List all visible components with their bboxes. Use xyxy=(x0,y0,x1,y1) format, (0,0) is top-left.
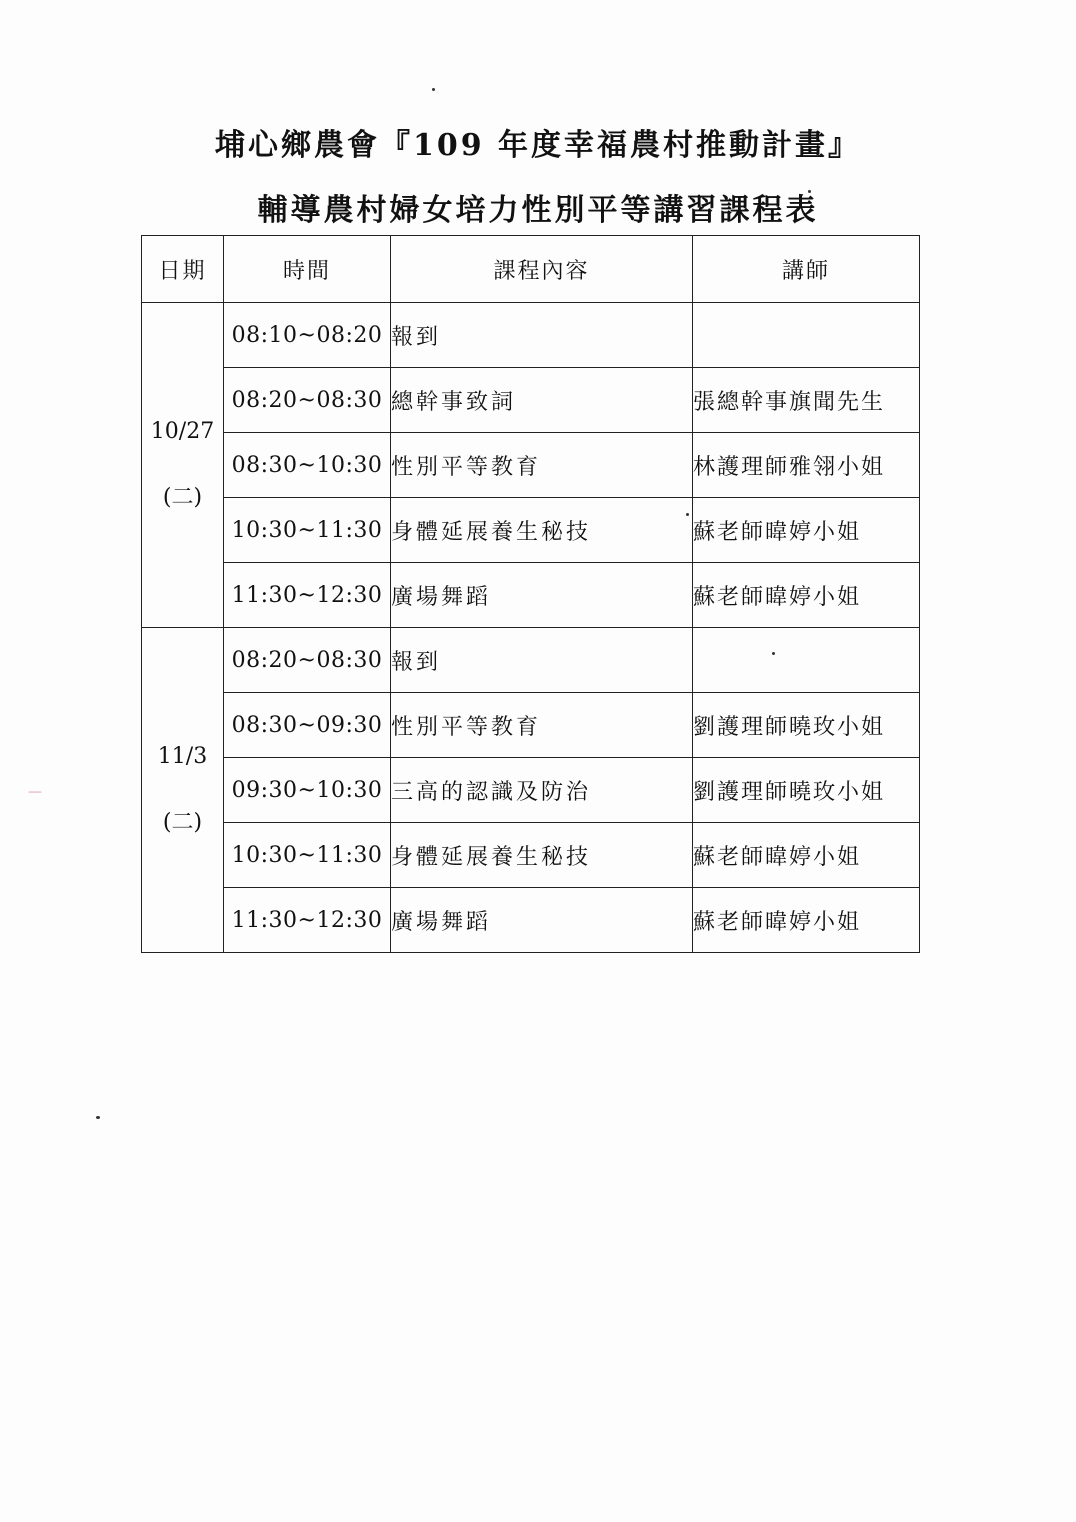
table-row xyxy=(142,563,920,628)
scan-speck xyxy=(772,652,775,655)
scan-mark: — xyxy=(28,784,42,800)
time-cell: 08:10~08:20 xyxy=(224,303,391,368)
teacher-cell: 張總幹事旗聞先生 xyxy=(693,368,920,433)
time-cell: 11:30~12:30 xyxy=(224,563,391,628)
table-row xyxy=(142,498,920,563)
header-teacher: 講師 xyxy=(693,236,920,303)
time-cell: 08:30~10:30 xyxy=(224,433,391,498)
course-cell: 性別平等教育 xyxy=(391,693,693,758)
weekday-label: (二) xyxy=(162,810,203,835)
table-row xyxy=(142,888,920,953)
date-label: 10/27 xyxy=(150,419,215,444)
document-subtitle: 輔導農村婦女培力性別平等講習課程表 xyxy=(257,193,819,228)
scan-speck xyxy=(432,88,435,91)
course-cell: 報到 xyxy=(391,628,693,693)
teacher-cell: 蘇老師暐婷小姐 xyxy=(693,823,920,888)
teacher-cell: 蘇老師暐婷小姐 xyxy=(693,498,920,563)
table-header-row xyxy=(142,236,920,303)
course-cell: 總幹事致詞 xyxy=(391,368,693,433)
table-row xyxy=(142,693,920,758)
table-row xyxy=(142,758,920,823)
time-cell: 08:20~08:30 xyxy=(224,368,391,433)
table-row xyxy=(142,303,920,368)
date-cell xyxy=(142,628,224,953)
table-row xyxy=(142,368,920,433)
teacher-cell: 蘇老師暐婷小姐 xyxy=(693,888,920,953)
course-schedule-table xyxy=(141,235,920,953)
teacher-cell: 蘇老師暐婷小姐 xyxy=(693,563,920,628)
time-cell: 10:30~11:30 xyxy=(224,823,391,888)
document-title: 埔心鄉農會『109 年度幸福農村推動計畫』 xyxy=(214,128,862,163)
table-body xyxy=(142,303,920,953)
weekday-label: (二) xyxy=(162,485,203,510)
teacher-cell: 劉護理師曉玫小姐 xyxy=(693,758,920,823)
date-cell xyxy=(142,303,224,628)
course-cell: 身體延展養生秘技 xyxy=(391,498,693,563)
time-cell: 11:30~12:30 xyxy=(224,888,391,953)
header-date: 日期 xyxy=(142,236,224,303)
table-row xyxy=(142,433,920,498)
date-label: 11/3 xyxy=(157,744,208,769)
time-cell: 08:30~09:30 xyxy=(224,693,391,758)
teacher-cell: 劉護理師曉玫小姐 xyxy=(693,693,920,758)
course-cell: 三高的認識及防治 xyxy=(391,758,693,823)
time-cell: 10:30~11:30 xyxy=(224,498,391,563)
scan-speck xyxy=(96,1116,100,1119)
course-cell: 身體延展養生秘技 xyxy=(391,823,693,888)
header-course: 課程內容 xyxy=(391,236,693,303)
header-time: 時間 xyxy=(224,236,391,303)
time-cell: 08:20~08:30 xyxy=(224,628,391,693)
teacher-cell xyxy=(693,303,920,368)
scan-speck xyxy=(808,190,811,193)
course-cell: 性別平等教育 xyxy=(391,433,693,498)
course-cell: 廣場舞蹈 xyxy=(391,563,693,628)
course-cell: 報到 xyxy=(391,303,693,368)
teacher-cell: 林護理師雅翎小姐 xyxy=(693,433,920,498)
course-cell: 廣場舞蹈 xyxy=(391,888,693,953)
table-row xyxy=(142,823,920,888)
table-row xyxy=(142,628,920,693)
scan-speck xyxy=(686,513,689,516)
time-cell: 09:30~10:30 xyxy=(224,758,391,823)
teacher-cell xyxy=(693,628,920,693)
